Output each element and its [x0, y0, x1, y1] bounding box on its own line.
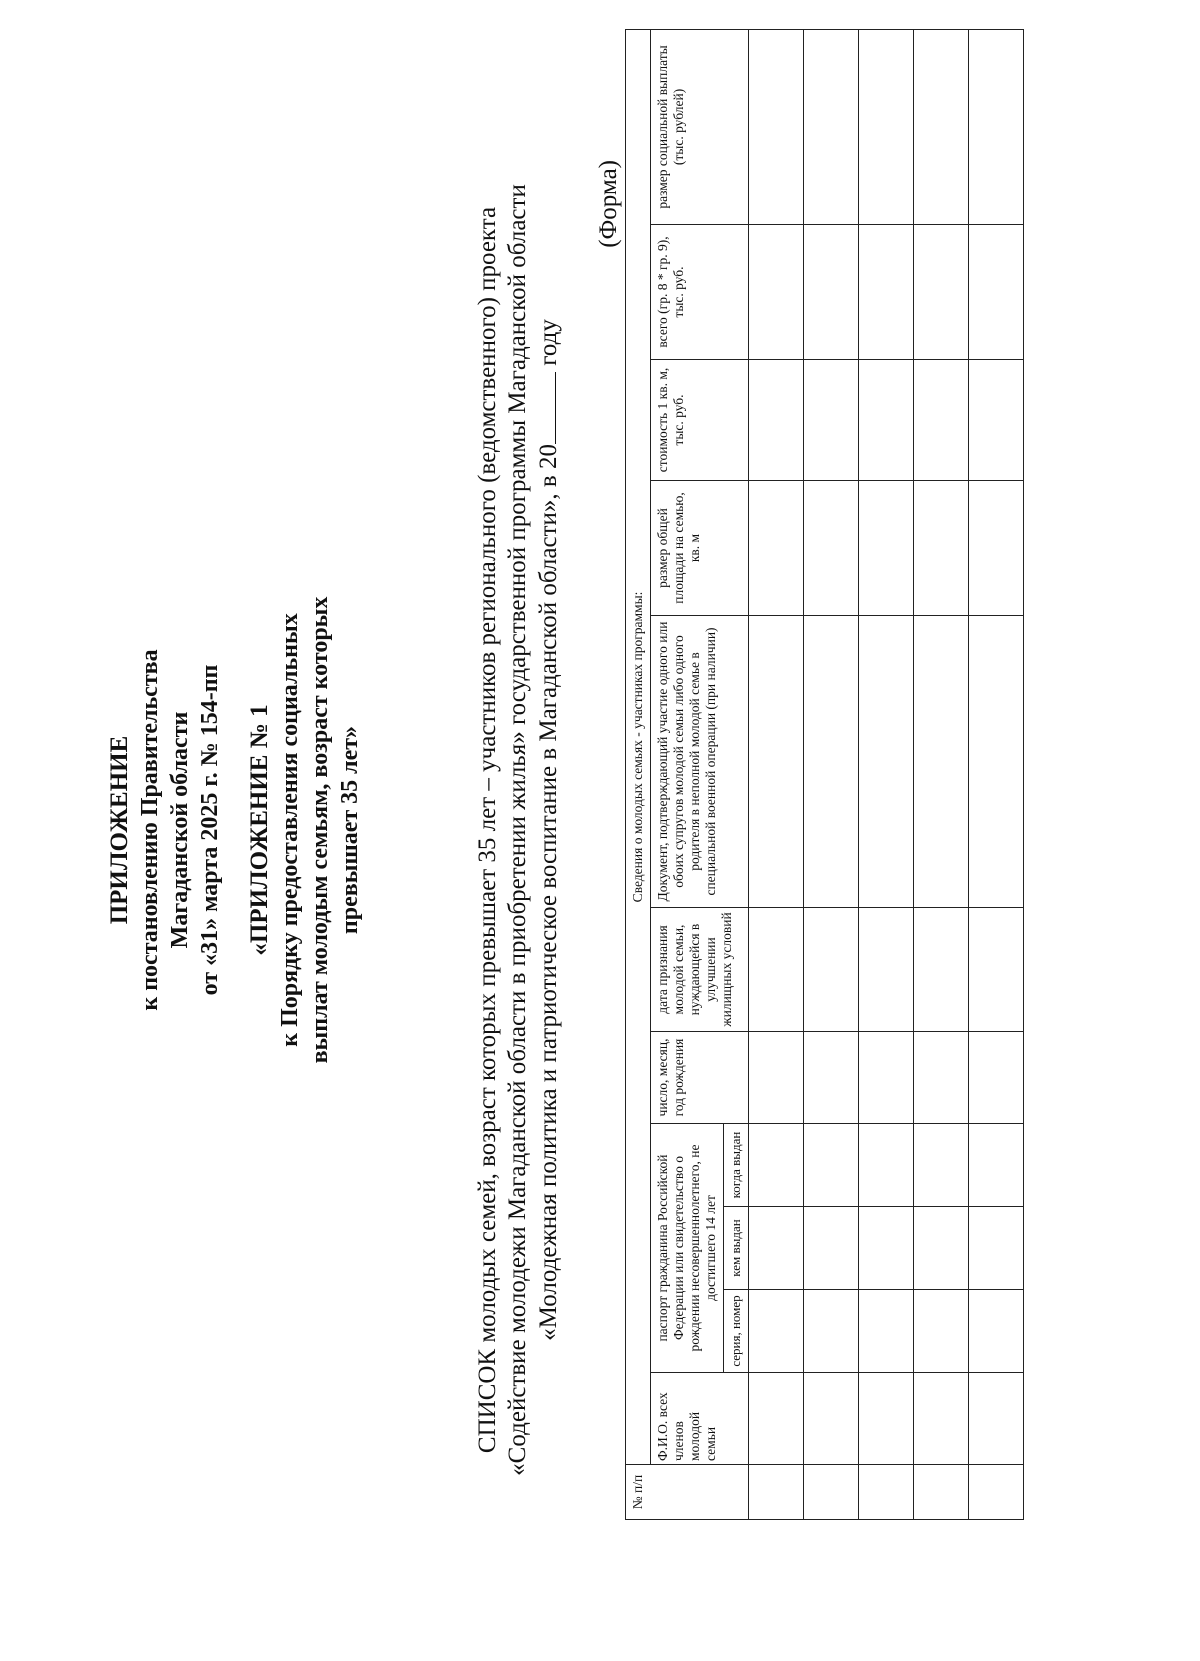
table-cell	[859, 225, 914, 360]
list-title	[473, 70, 564, 1590]
col-header-num: № п/п	[626, 1465, 749, 1520]
table-cell	[914, 481, 969, 616]
appendix-header	[105, 50, 365, 1610]
table-cell	[804, 1124, 859, 1207]
table-cell	[969, 225, 1024, 360]
table-cell	[804, 908, 859, 1032]
table-cell	[749, 29, 804, 224]
table-row	[969, 29, 1024, 1519]
table-cell	[969, 1032, 1024, 1124]
table-cell	[859, 1465, 914, 1520]
list-title-year-word: году	[535, 319, 562, 366]
table-cell	[859, 481, 914, 616]
form-label: (Форма)	[595, 160, 622, 248]
table-cell	[749, 1207, 804, 1290]
table-cell	[859, 1373, 914, 1465]
col-header-cost: стоимость 1 кв. м, тыс. руб.	[651, 360, 749, 481]
table-cell	[914, 29, 969, 224]
table-cell	[859, 1032, 914, 1124]
table-cell	[969, 1373, 1024, 1465]
table-cell	[914, 1290, 969, 1373]
table-cell	[969, 481, 1024, 616]
table-cell	[859, 616, 914, 908]
table-cell	[914, 360, 969, 481]
col-header-area: размер общей площади на семью, кв. м	[651, 481, 749, 616]
list-title-line-2: «Содействие молодежи Магаданской области в приобретении жилья» государственной программы Магаданской области	[504, 184, 531, 1476]
table-cell	[749, 1290, 804, 1373]
col-header-series: серия, номер	[724, 1290, 749, 1373]
col-header-passport: паспорт гражданина Российской Федерации или свидетельство о рождении несовершеннолетнего, не достигшего 14 лет	[651, 1124, 724, 1373]
table-cell	[859, 1207, 914, 1290]
table-body	[749, 29, 1024, 1519]
families-table	[625, 29, 1024, 1520]
table-cell	[969, 1465, 1024, 1520]
col-header-total: всего (гр. 8 * гр. 9), тыс. руб.	[651, 225, 749, 360]
table-row	[749, 29, 804, 1519]
appendix-title: ПРИЛОЖЕНИЕ	[106, 735, 133, 925]
table-cell	[749, 908, 804, 1032]
table-header-row-2	[651, 29, 724, 1519]
table-cell	[804, 1373, 859, 1465]
table-cell	[749, 1032, 804, 1124]
table-cell	[859, 29, 914, 224]
table-header-row-1	[626, 29, 651, 1519]
table-cell	[859, 908, 914, 1032]
sub-appendix-line-2: выплат молодым семьям, возраст которых	[307, 596, 333, 1064]
col-header-issued-when: когда выдан	[724, 1124, 749, 1207]
sub-appendix-line-3: превышает 35 лет»	[337, 725, 363, 935]
table-cell	[749, 1124, 804, 1207]
list-title-line-3-text: «Молодежная политика и патриотическое воспитание в Магаданской области», в 20	[535, 444, 562, 1341]
table-cell	[804, 1032, 859, 1124]
table-cell	[969, 360, 1024, 481]
table-cell	[749, 481, 804, 616]
col-header-birth: число, месяц, год рождения	[651, 1032, 749, 1124]
table-cell	[969, 908, 1024, 1032]
table-cell	[804, 1207, 859, 1290]
table-cell	[804, 481, 859, 616]
group-header: Сведения о молодых семьях - участниках программы:	[626, 29, 651, 1464]
col-header-document: Документ, подтверждающий участие одного или обоих супругов молодой семьи либо одного родителя в неполной молодой семье в специальной военной операции (при наличии)	[651, 616, 749, 908]
table-cell	[804, 616, 859, 908]
col-header-issued-by: кем выдан	[724, 1207, 749, 1290]
table-cell	[914, 908, 969, 1032]
col-header-recognition: дата признания молодой семьи, нуждающейся в улучшении жилищных условий	[651, 908, 749, 1032]
col-header-payment: размер социальной выплаты (тыс. рублей)	[651, 29, 749, 224]
rotated-page	[35, 45, 1165, 1610]
table-cell	[914, 1124, 969, 1207]
appendix-date-line: от «31» марта 2025 г. № 154-пп	[197, 664, 223, 996]
table-cell	[914, 616, 969, 908]
table-cell	[914, 1207, 969, 1290]
table-cell	[804, 360, 859, 481]
table-cell	[804, 29, 859, 224]
list-title-line-1: СПИСОК молодых семей, возраст которых превышает 35 лет – участников регионального (ведомственного) проекта	[474, 206, 501, 1454]
table-cell	[969, 1290, 1024, 1373]
table-cell	[749, 225, 804, 360]
table-cell	[749, 1373, 804, 1465]
year-blank	[533, 372, 556, 444]
table-row	[859, 29, 914, 1519]
table-cell	[859, 360, 914, 481]
table-row	[804, 29, 859, 1519]
table-cell	[914, 225, 969, 360]
table-cell	[969, 616, 1024, 908]
table-row	[914, 29, 969, 1519]
table-cell	[914, 1465, 969, 1520]
sub-appendix-title: «ПРИЛОЖЕНИЕ № 1	[246, 704, 273, 956]
table-cell	[804, 225, 859, 360]
sub-appendix-line-1: к Порядку предоставления социальных	[277, 613, 303, 1047]
table-cell	[914, 1373, 969, 1465]
col-header-fio: Ф.И.О. всех членов молодой семьи	[651, 1373, 749, 1465]
table-cell	[749, 616, 804, 908]
table-cell	[969, 1207, 1024, 1290]
appendix-to-line-2: Магаданской области	[167, 711, 193, 949]
table-cell	[969, 1124, 1024, 1207]
table-cell	[804, 1290, 859, 1373]
table-cell	[914, 1032, 969, 1124]
table-cell	[749, 1465, 804, 1520]
table-cell	[859, 1124, 914, 1207]
table-cell	[749, 360, 804, 481]
table-cell	[859, 1290, 914, 1373]
table-cell	[804, 1465, 859, 1520]
table-cell	[969, 29, 1024, 224]
appendix-to-line-1: к постановлению Правительства	[137, 649, 163, 1011]
list-title-line-3	[533, 70, 564, 1590]
